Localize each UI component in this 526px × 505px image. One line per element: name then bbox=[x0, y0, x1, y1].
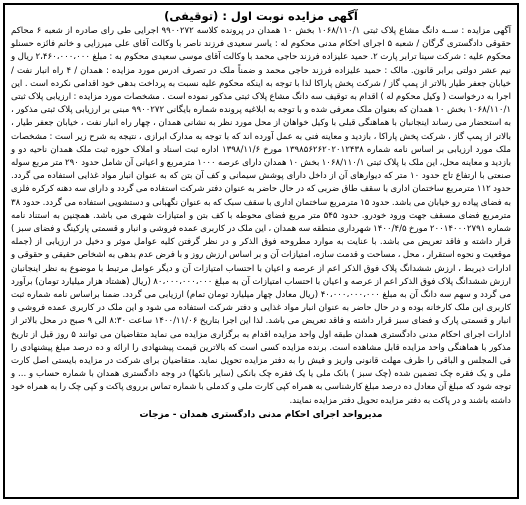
auction-notice bbox=[3, 3, 519, 499]
notice-signature: مدیرواحد اجرای احکام مدنی دادگستری همدان - مزجات bbox=[139, 409, 383, 420]
notice-body: آگهی مزایده : ســه دانگ مشاع پلاک ثبتی ۱۰۶۸/۱۱۰/۱ بخش ۱۰ همدان در پرونده کلاسه ۹۹۰۰۲۷۲ اجرایی طی رای صادره از شعبه ۶ محاکم حقوقی دادگستری گرگان / شعبه ۵ اجرای احکام مدنی محکوم له : یاسر سعیدی فرزند ناصر با وکالت آقای علی میرزایی و خانم فائزه حسنلو محکوم علیه : شرکت سینا ترابر پارت ۲. حمید علیزاده فرزند حاجی محمد با وکالت آقای موسی سعیدی محکوم به : مبلغ ۲،۴۶۰،۰۰۰،۰۰۰ ریال و نیم عشر دولتی برابر قانون. مالک : حمید علیزاده فرزند حاجی محمد و ضمناً ملک در تصرف ادرس مورد مزایده : همدان / ۴ راه انبار نفت / خیابان جعفر طیار بالاتر از پمپ گاز / شرکت پخش پاراکا لذا با توجه به اینکه محکوم علیه نسبت به پرداخت بدهی خود اقدامی نکرده است . این اجرا به درخواست ( وکیل محکوم له ) اقدام به توقیف سه دانگ مشاع پلاک ثبتی مذکور نموده است . مشخصات مورد مزایده : ارزیابی پلاک ثبتی ۱۰۶۸/۱۱۰/۱ بخش ۱۰ همدان که بعنوان ملک معرفی شده و با توجه به ابلاغیه پرونده شماره بایگانی ۹۹۰۰۲۷۲ مبنی بر ارزیابی پلاک ثبتی مذکور ، به استحضار می رساند اینجانبان با هماهنگی قبلی با وکیل خواهان از محل مورد نظر به نشانی همدان ، چهار راه انبار نفت ، خیابان جعفر طیار ، بالاتر از پمپ گاز ، شرکت پخش پاراکا ، بازدید و معاینه فنی به عمل آورده اند که با توجه به مدارک ابرازی ، نتیجه به شرح زیر است : مشخصات ملک مورد ارزیابی بر اساس نامه شماره ۱۳۹۸۵۶۲۶۲۰۲۰۱۲۴۳۸ مورخ ۱۳۹۸/۱۱/۶ اداره ثبت اسناد و املاک حوزه ثبت ملک همدان ناحیه دو و بازدید و معاینه محل، این ملک با پلاک ثبتی ۱۰۶۸/۱۱۰/۱ بخش ۱۰ همدان دارای عرصه ۱۰۰۰ مترمربع و اعیانی آن شامل حدود ۲۹۰ متر مربع سوله صنعتی با ارتفاع تاج حدود ۱۰ متر که دیوارهای آن از داخل دارای پوشش سیمانی و کف آن بتن که به عنوان انبار مواد غذایی استفاده می گردد. حدود ۱۱۲ مترمربع ساختمان اداری با سقف طاق ضربی که در حال حاضر به عنوان دفتر شرکت استفاده می گردد و دارای سه دهنه کرکره فلزی به فضای پیاده رو خیابان می باشد. حدود ۱۵ مترمربع ساختمان اداری با سقف سبک که به عنوان نگهبانی و دستشویی استفاده می گردد. حدود ۳۸ مترمربع فضای مسقف جهت ورود خودرو. حدود ۵۴۵ متر مربع فضای محوطه با کف بتن و امتیازات شهری می باشد. همچنین به استناد نامه شماره ۲۰۰۱۴۰۰۰۲۷۹۱ مورخ ۱۴۰۰/۴/۵ شهرداری منطقه سه همدان ، این ملک در کاربری عمده فروشی و انبار و قسمتی پارکینگ و فضای سبز ) قرار داشته و فاقد تعریض می باشد. با عنایت به موارد مطروحه فوق الذکر و در نظر گرفتن کلیه عوامل موثر و دخیل در ارزیابی از (جمله موقعیت و نحوه استقرار ، محل ، مساحت و قدمت سازه، امتیازات آن و بر اساس ارزش روز و با فرض عدم بدهی به اشخاص حقیقی و حقوقی و ادارات ذیربط ، ارزش ششدانگ پلاک فوق الذکر اعم از عرصه و اعیان با احتساب امتیازات آن و دیگر عوامل مرتبط با موضوع به نظر اینجانبان ارزش ششدانگ پلاک فوق الذکر اعم از عرصه و اعیان با احتساب امتیازات آن به مبلغ ۸۰،۰۰۰،۰۰۰،۰۰۰ (ریال (هشتاد هزار میلیارد تومان) برآورد می گردد و سهم سه دانگ آن به مبلغ ۴۰،۰۰۰،۰۰۰،۰۰۰ (ریال معادل چهار میلیارد تومان تمام) ارزیابی می گردد. ضمنا براساس نامه شماره ثبت کاربری این ملک کارخانه بوده و در حال حاضر به عنوان انبار مواد غذایی و دفتر شرکت استفاده می شود و این ملک در کاربری عمده فروشی و انبار و قسمتی پارک و فضای سبز قرار داشته و فاقد تعریض می باشد. لذا این اجرا بتاریخ ۱۴۰۰/۱۱/۰۶ ساعت ۸:۳۰ الی ۹ صبح در محل بالاتر از ادارات اجرای احکام مدنی دادگستری همدان طبقه اول واحد مزایده اقدام به برگزاری مزایده می نماید متقاضیان می توانند ۵ روز قبل از تاریخ مذکور با هماهنگی واحد مزایده قابل مشاهده است. برنده مزایده کسی است که بالاترین قیمت پیشنهادی را ارائه و ده درصد مبلغ پیشنهادی را فی المجلس و الباقی را ظرف مهلت قانونی واریز و فیش را به دفتر مزایده تحویل نماید. متقاضیان برای شرکت در مزایده بایستی اصل کارت ملی و یک فقره چک تضمین شده (چک سبز ) بانک ملی یا یک فقره چک بانکی (سایر بانکها) در وجه دادگستری همدان با شماره حساب و ... و توجه شود که مبلغ آن معادل ده درصد مبلغ کارشناسی به همراه کپی کارت ملی و کدملی با شماره تماس برروی پاکت و کپی چک را به همراه خود داشته باشند و در پاکت به دفتر مزایده تحویل دفتر مزایده نمایند. bbox=[11, 26, 512, 406]
notice-title: آگهی مزایده نوبت اول : (توقیفی) bbox=[164, 9, 358, 23]
